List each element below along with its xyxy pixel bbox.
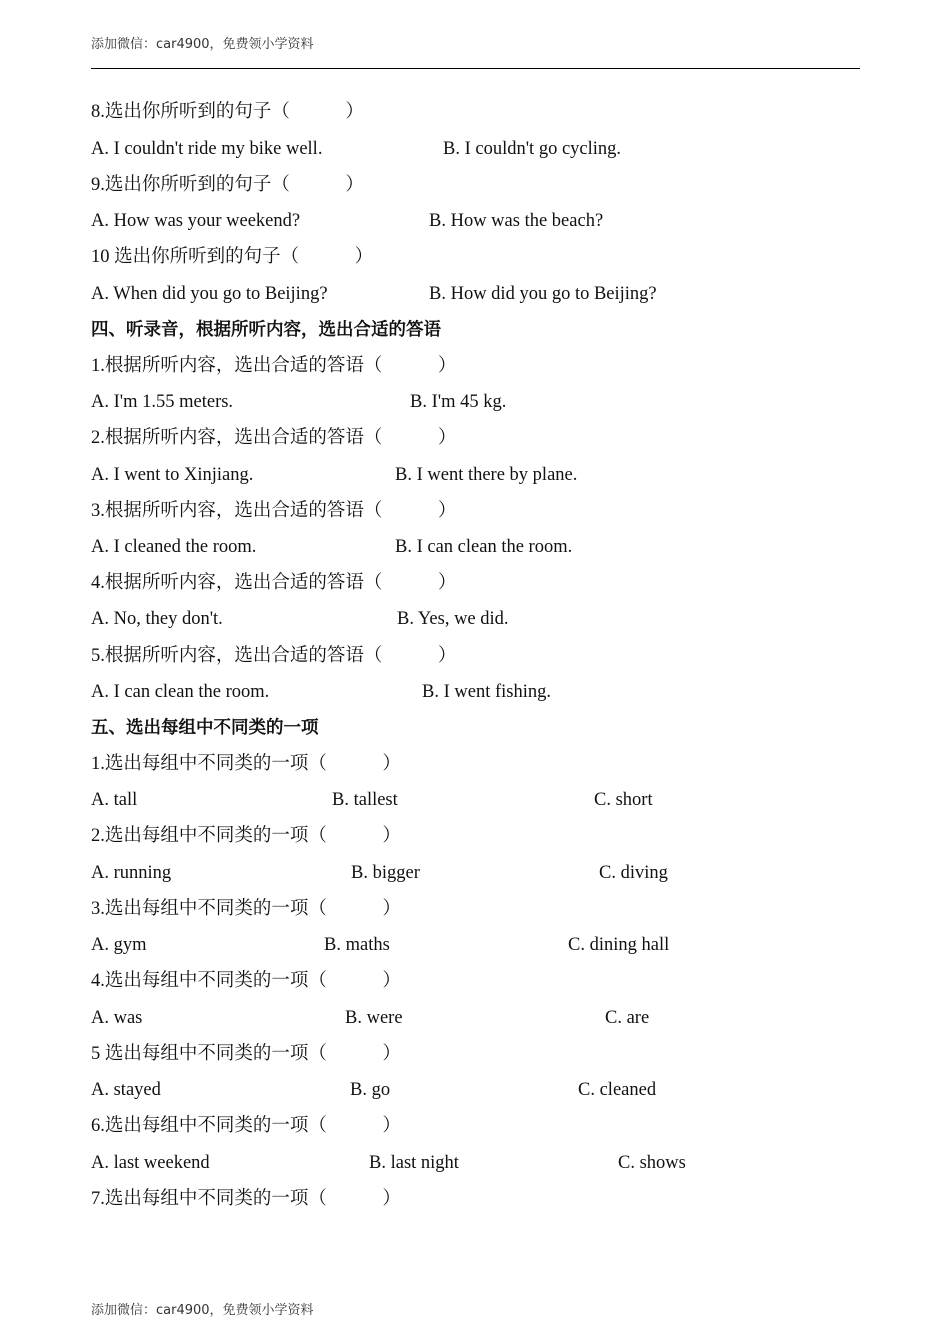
- option-a: A. I can clean the room.: [91, 682, 270, 702]
- option-c: C. short: [594, 790, 653, 810]
- option-b: B. I went there by plane.: [395, 465, 578, 485]
- option-a: A. was: [91, 1008, 143, 1028]
- question-prompt: 8.选出你所听到的句子（ ）: [91, 102, 364, 122]
- option-b: B. Yes, we did.: [397, 609, 509, 629]
- question-prompt: 9.选出你所听到的句子（ ）: [91, 175, 364, 195]
- question-prompt: 3.选出每组中不同类的一项（ ）: [91, 899, 401, 919]
- option-a: A. stayed: [91, 1080, 161, 1100]
- option-a: A. I couldn't ride my bike well.: [91, 139, 323, 159]
- page-footer: 添加微信：car4900，免费领小学资料: [91, 1303, 314, 1318]
- question-prompt: 5 选出每组中不同类的一项（ ）: [91, 1044, 401, 1064]
- option-a: A. No, they don't.: [91, 609, 223, 629]
- option-c: C. cleaned: [578, 1080, 657, 1100]
- option-b: B. bigger: [351, 863, 420, 883]
- option-b: B. last night: [369, 1153, 459, 1173]
- option-b: B. go: [350, 1080, 391, 1100]
- option-c: C. dining hall: [568, 935, 670, 955]
- option-a: A. I'm 1.55 meters.: [91, 392, 234, 412]
- question-prompt: 4.根据所听内容，选出合适的答语（ ）: [91, 573, 457, 593]
- option-a: A. How was your weekend?: [91, 211, 301, 231]
- option-a: A. running: [91, 863, 172, 883]
- option-b: B. were: [345, 1008, 403, 1028]
- page-header: 添加微信：car4900，免费领小学资料: [91, 37, 314, 52]
- option-a: A. I cleaned the room.: [91, 537, 257, 557]
- question-prompt: 3.根据所听内容，选出合适的答语（ ）: [91, 501, 457, 521]
- option-b: B. I'm 45 kg.: [410, 392, 507, 412]
- option-b: B. tallest: [332, 790, 398, 810]
- question-prompt: 10 选出你所听到的句子（ ）: [91, 247, 374, 267]
- option-c: C. are: [605, 1008, 650, 1028]
- option-a: A. I went to Xinjiang.: [91, 465, 254, 485]
- option-b: B. How did you go to Beijing?: [429, 284, 657, 304]
- question-prompt: 4.选出每组中不同类的一项（ ）: [91, 971, 401, 991]
- option-c: C. diving: [599, 863, 668, 883]
- question-prompt: 5.根据所听内容，选出合适的答语（ ）: [91, 646, 457, 666]
- option-a: A. When did you go to Beijing?: [91, 284, 328, 304]
- question-prompt: 1.选出每组中不同类的一项（ ）: [91, 754, 401, 774]
- question-prompt: 2.根据所听内容，选出合适的答语（ ）: [91, 428, 457, 448]
- section-title: 五、选出每组中不同类的一项: [91, 718, 319, 738]
- option-c: C. shows: [618, 1153, 686, 1173]
- question-prompt: 6.选出每组中不同类的一项（ ）: [91, 1116, 401, 1136]
- question-prompt: 7.选出每组中不同类的一项（ ）: [91, 1189, 401, 1209]
- header-rule: [91, 68, 860, 69]
- question-prompt: 1.根据所听内容，选出合适的答语（ ）: [91, 356, 457, 376]
- option-a: A. tall: [91, 790, 138, 810]
- option-b: B. I can clean the room.: [395, 537, 573, 557]
- option-b: B. I couldn't go cycling.: [443, 139, 622, 159]
- question-prompt: 2.选出每组中不同类的一项（ ）: [91, 826, 401, 846]
- option-b: B. I went fishing.: [422, 682, 551, 702]
- section-title: 四、听录音，根据所听内容，选出合适的答语: [91, 320, 441, 340]
- option-a: A. last weekend: [91, 1153, 210, 1173]
- option-a: A. gym: [91, 935, 147, 955]
- option-b: B. How was the beach?: [429, 211, 604, 231]
- option-b: B. maths: [324, 935, 390, 955]
